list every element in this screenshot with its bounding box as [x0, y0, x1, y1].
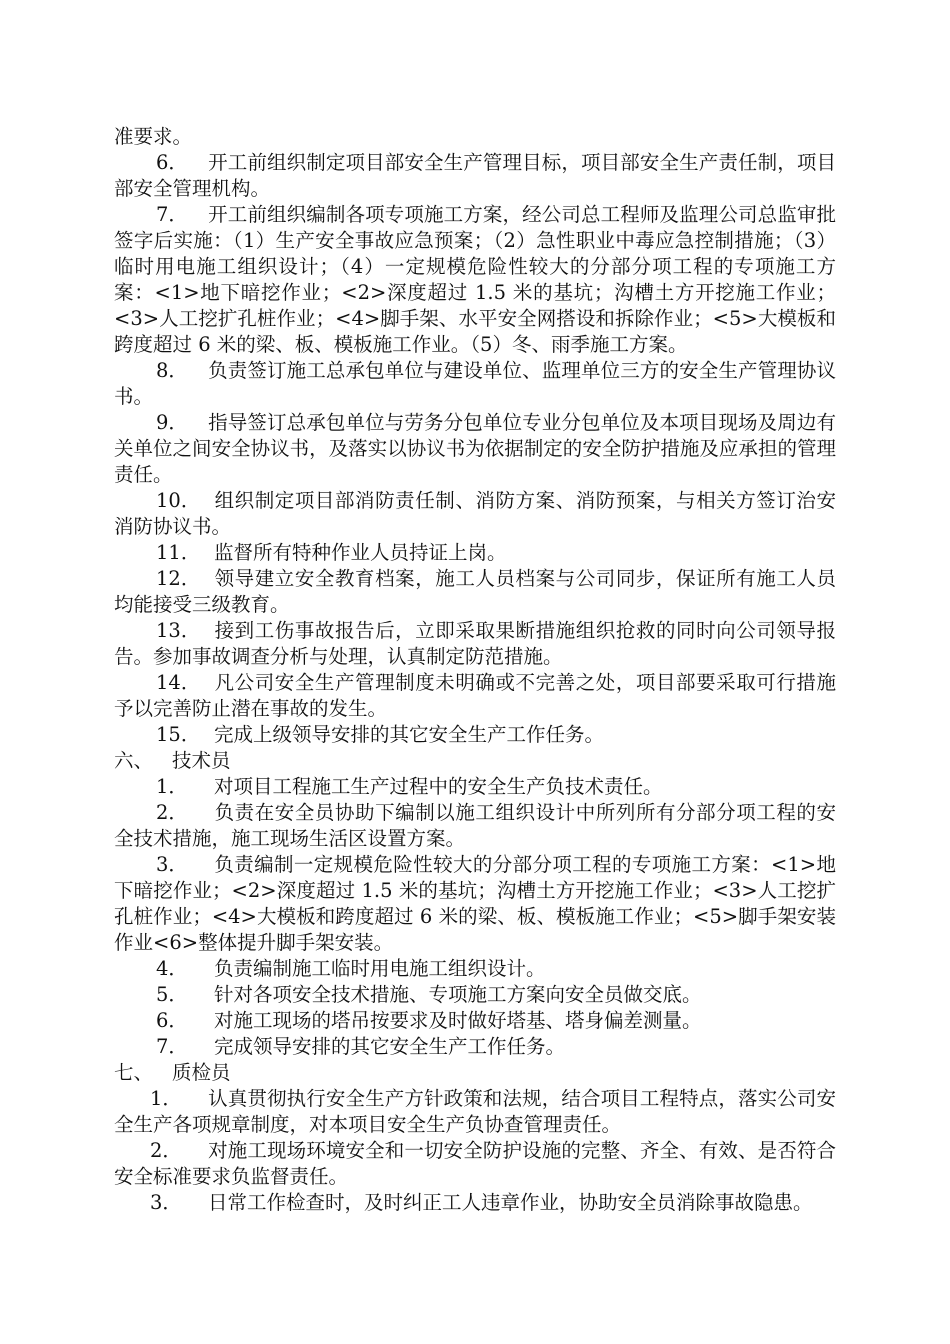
item-text: 负责编制一定规模危险性较大的分部分项工程的专项施工方案：<1>地下暗挖作业；<2>深度超过 1.5 米的基坑；沟槽土方开挖施工作业；<3>人工挖扩孔桩作业；<4>大模板和跨度超过 6 米的梁、板、模板施工作业；<5>脚手架安装作业<6>整体提升脚手架安装。 — [114, 853, 836, 954]
document-page — [114, 124, 836, 1216]
section-heading-quality-inspector — [114, 1060, 836, 1086]
item-text: 针对各项安全技术措施、专项施工方案向安全员做交底。 — [214, 983, 702, 1006]
item-number: 15． — [156, 723, 201, 746]
item-text: 完成领导安排的其它安全生产工作任务。 — [214, 1035, 566, 1058]
item-number: 10． — [156, 489, 201, 512]
section-heading-technician — [114, 748, 836, 774]
section-number: 七、 — [114, 1061, 154, 1084]
item-number: 6． — [156, 1009, 188, 1032]
list-item — [114, 202, 836, 358]
list-item — [114, 956, 836, 982]
item-number: 4． — [156, 957, 188, 980]
item-text: 监督所有特种作业人员持证上岗。 — [214, 541, 507, 564]
item-text: 日常工作检查时，及时纠正工人违章作业，协助安全员消除事故隐患。 — [208, 1191, 813, 1214]
item-text: 指导签订总承包单位与劳务分包单位专业分包单位及本项目现场及周边有关单位之间安全协议书，及落实以协议书为依据制定的安全防护措施及应承担的管理责任。 — [114, 411, 836, 486]
list-item — [114, 150, 836, 202]
item-text: 负责签订施工总承包单位与建设单位、监理单位三方的安全生产管理协议书。 — [114, 359, 836, 408]
list-item — [114, 1138, 836, 1190]
item-text: 完成上级领导安排的其它安全生产工作任务。 — [214, 723, 605, 746]
list-item — [114, 358, 836, 410]
item-number: 11． — [156, 541, 201, 564]
item-text: 负责在安全员协助下编制以施工组织设计中所列所有分部分项工程的安全技术措施，施工现场生活区设置方案。 — [114, 801, 836, 850]
item-number: 3． — [150, 1191, 182, 1214]
item-text: 接到工伤事故报告后，立即采取果断措施组织抢救的同时向公司领导报告。参加事故调查分析与处理，认真制定防范措施。 — [114, 619, 836, 668]
list-item — [114, 410, 836, 488]
list-item — [114, 1086, 836, 1138]
list-item — [114, 618, 836, 670]
list-item — [114, 670, 836, 722]
item-number: 7． — [156, 1035, 188, 1058]
item-number: 9． — [156, 411, 188, 434]
item-text: 领导建立安全教育档案，施工人员档案与公司同步，保证所有施工人员均能接受三级教育。 — [114, 567, 836, 616]
list-item — [114, 722, 836, 748]
item-number: 12． — [156, 567, 201, 590]
list-item — [114, 540, 836, 566]
list-item — [114, 1008, 836, 1034]
item-number: 14． — [156, 671, 201, 694]
item-text: 对施工现场的塔吊按要求及时做好塔基、塔身偏差测量。 — [214, 1009, 702, 1032]
item-number: 8． — [156, 359, 188, 382]
item-number: 5． — [156, 983, 188, 1006]
item-number: 3． — [156, 853, 188, 876]
list-item — [114, 488, 836, 540]
item-text: 负责编制施工临时用电施工组织设计。 — [214, 957, 546, 980]
item-text: 组织制定项目部消防责任制、消防方案、消防预案，与相关方签订治安消防协议书。 — [114, 489, 836, 538]
item-number: 1． — [156, 775, 188, 798]
list-item — [114, 982, 836, 1008]
item-text: 开工前组织编制各项专项施工方案，经公司总工程师及监理公司总监审批签字后实施：（1）生产安全事故应急预案；（2）急性职业中毒应急控制措施；（3）临时用电施工组织设计；（4）一定规模危险性较大的分部分项工程的专项施工方案：<1>地下暗挖作业；<2>深度超过 1.5 米的基坑；沟槽土方开挖施工作业；<3>人工挖扩孔桩作业；<4>脚手架、水平安全网搭设和拆除作业；<5>大模板和跨度超过 6 米的梁、板、模板施工作业。（5）冬、雨季施工方案。 — [114, 203, 836, 356]
item-text: 凡公司安全生产管理制度未明确或不完善之处，项目部要采取可行措施予以完善防止潜在事故的发生。 — [114, 671, 836, 720]
item-number: 2． — [150, 1139, 182, 1162]
item-number: 7． — [156, 203, 188, 226]
section-title: 质检员 — [172, 1061, 231, 1084]
list-item — [114, 800, 836, 852]
list-item — [114, 1034, 836, 1060]
item-text: 开工前组织制定项目部安全生产管理目标，项目部安全生产责任制，项目部安全管理机构。 — [114, 151, 836, 200]
list-item — [114, 1190, 836, 1216]
list-item — [114, 774, 836, 800]
item-text: 对项目工程施工生产过程中的安全生产负技术责任。 — [214, 775, 663, 798]
section-number: 六、 — [114, 749, 154, 772]
item-number: 1． — [150, 1087, 182, 1110]
list-item — [114, 566, 836, 618]
item-number: 13． — [156, 619, 201, 642]
list-item — [114, 852, 836, 956]
item-number: 6． — [156, 151, 188, 174]
item-number: 2． — [156, 801, 188, 824]
section-title: 技术员 — [172, 749, 231, 772]
item-text: 对施工现场环境安全和一切安全防护设施的完整、齐全、有效、是否符合安全标准要求负监督责任。 — [114, 1139, 836, 1188]
continuation-text: 准要求。 — [114, 125, 193, 148]
item-text: 认真贯彻执行安全生产方针政策和法规，结合项目工程特点，落实公司安全生产各项规章制度，对本项目安全生产负协查管理责任。 — [114, 1087, 836, 1136]
